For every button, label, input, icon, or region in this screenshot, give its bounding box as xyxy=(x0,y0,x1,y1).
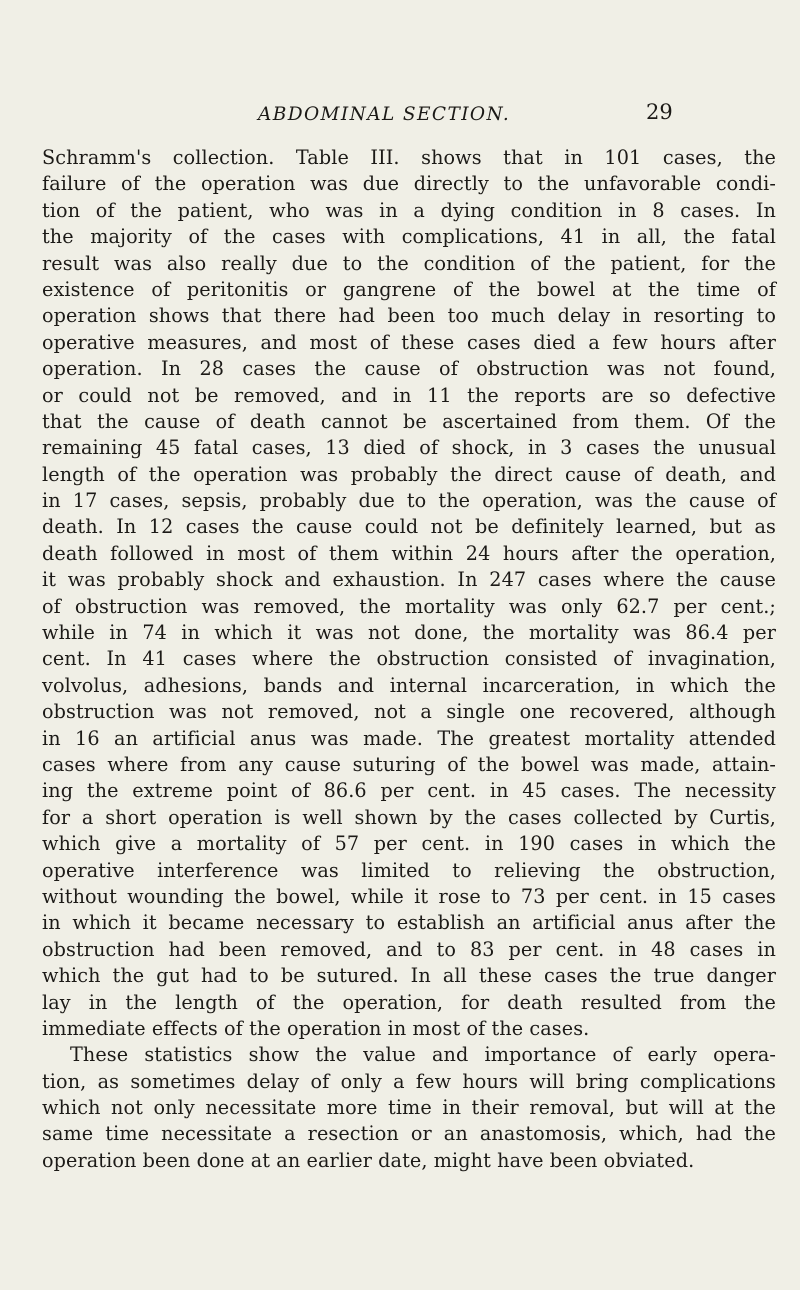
text-line: for a short operation is well shown by the cases collected by Curtis, xyxy=(42,805,776,829)
text-line: which give a mortality of 57 per cent. in 190 cases in which the xyxy=(42,832,776,856)
text-line: cent. In 41 cases where the obstruction consisted of invagination, xyxy=(42,647,776,671)
text-line: that the cause of death cannot be ascertained from them. Of the xyxy=(42,409,776,433)
text-line: operation been done at an earlier date, might have been obviated. xyxy=(42,1148,695,1172)
text-line: of obstruction was removed, the mortality was only 62.7 per cent.; xyxy=(42,594,776,618)
text-line: which not only necessitate more time in their removal, but will at the xyxy=(42,1096,776,1120)
text-line: existence of peritonitis or gangrene of the bowel at the time of xyxy=(42,277,776,301)
page-number: 29 xyxy=(646,100,673,124)
text-line: or could not be removed, and in 11 the reports are so defective xyxy=(42,383,776,407)
text-line: same time necessitate a resection or an anastomosis, which, had the xyxy=(42,1122,776,1146)
text-line: operative interference was limited to relieving the obstruction, xyxy=(42,858,776,882)
running-head: ABDOMINAL SECTION. xyxy=(258,104,511,125)
text-line: immediate effects of the operation in most of the cases. xyxy=(42,1016,590,1040)
text-line: it was probably shock and exhaustion. In 247 cases where the cause xyxy=(42,568,776,592)
paragraph-1 xyxy=(42,145,776,1042)
text-line: which the gut had to be sutured. In all these cases the true danger xyxy=(42,964,776,988)
text-line: result was also really due to the condition of the patient, for the xyxy=(42,251,776,275)
text-line: tion of the patient, who was in a dying condition in 8 cases. In xyxy=(42,198,776,222)
text-line: obstruction had been removed, and to 83 per cent. in 48 cases in xyxy=(42,937,776,961)
text-line: These statistics show the value and importance of early opera- xyxy=(70,1043,776,1067)
text-line: failure of the operation was due directly to the unfavorable condi- xyxy=(42,172,776,196)
text-line: operative measures, and most of these cases died a few hours after xyxy=(42,330,776,354)
text-line: without wounding the bowel, while it rose to 73 per cent. in 15 cases xyxy=(42,884,776,908)
text-line: in 17 cases, sepsis, probably due to the operation, was the cause of xyxy=(42,489,776,513)
text-line: death. In 12 cases the cause could not be definitely learned, but as xyxy=(42,515,776,539)
text-line: obstruction was not removed, not a single one recovered, although xyxy=(42,700,776,724)
paragraph-2 xyxy=(42,1042,776,1174)
text-line: operation. In 28 cases the cause of obstruction was not found, xyxy=(42,357,776,381)
text-line: operation shows that there had been too much delay in resorting to xyxy=(42,304,776,328)
text-line: Schramm's collection. Table III. shows that in 101 cases, the xyxy=(42,146,776,169)
text-line: in which it became necessary to establish an artificial anus after the xyxy=(42,911,776,935)
text-line: length of the operation was probably the direct cause of death, and xyxy=(42,462,776,486)
text-line: death followed in most of them within 24 hours after the operation, xyxy=(42,541,776,565)
text-line: cases where from any cause suturing of the bowel was made, attain- xyxy=(42,752,776,776)
text-line: remaining 45 fatal cases, 13 died of shock, in 3 cases the unusual xyxy=(42,436,776,460)
text-line: lay in the length of the operation, for death resulted from the xyxy=(42,990,776,1014)
body-text xyxy=(42,145,776,1174)
text-line: ing the extreme point of 86.6 per cent. in 45 cases. The necessity xyxy=(42,779,776,803)
text-line: tion, as sometimes delay of only a few hours will bring complications xyxy=(42,1069,776,1093)
text-line: volvolus, adhesions, bands and internal incarceration, in which the xyxy=(42,673,776,697)
text-line: in 16 an artificial anus was made. The greatest mortality attended xyxy=(42,726,776,750)
text-line: the majority of the cases with complications, 41 in all, the fatal xyxy=(42,225,776,249)
text-line: while in 74 in which it was not done, the mortality was 86.4 per xyxy=(42,621,776,645)
